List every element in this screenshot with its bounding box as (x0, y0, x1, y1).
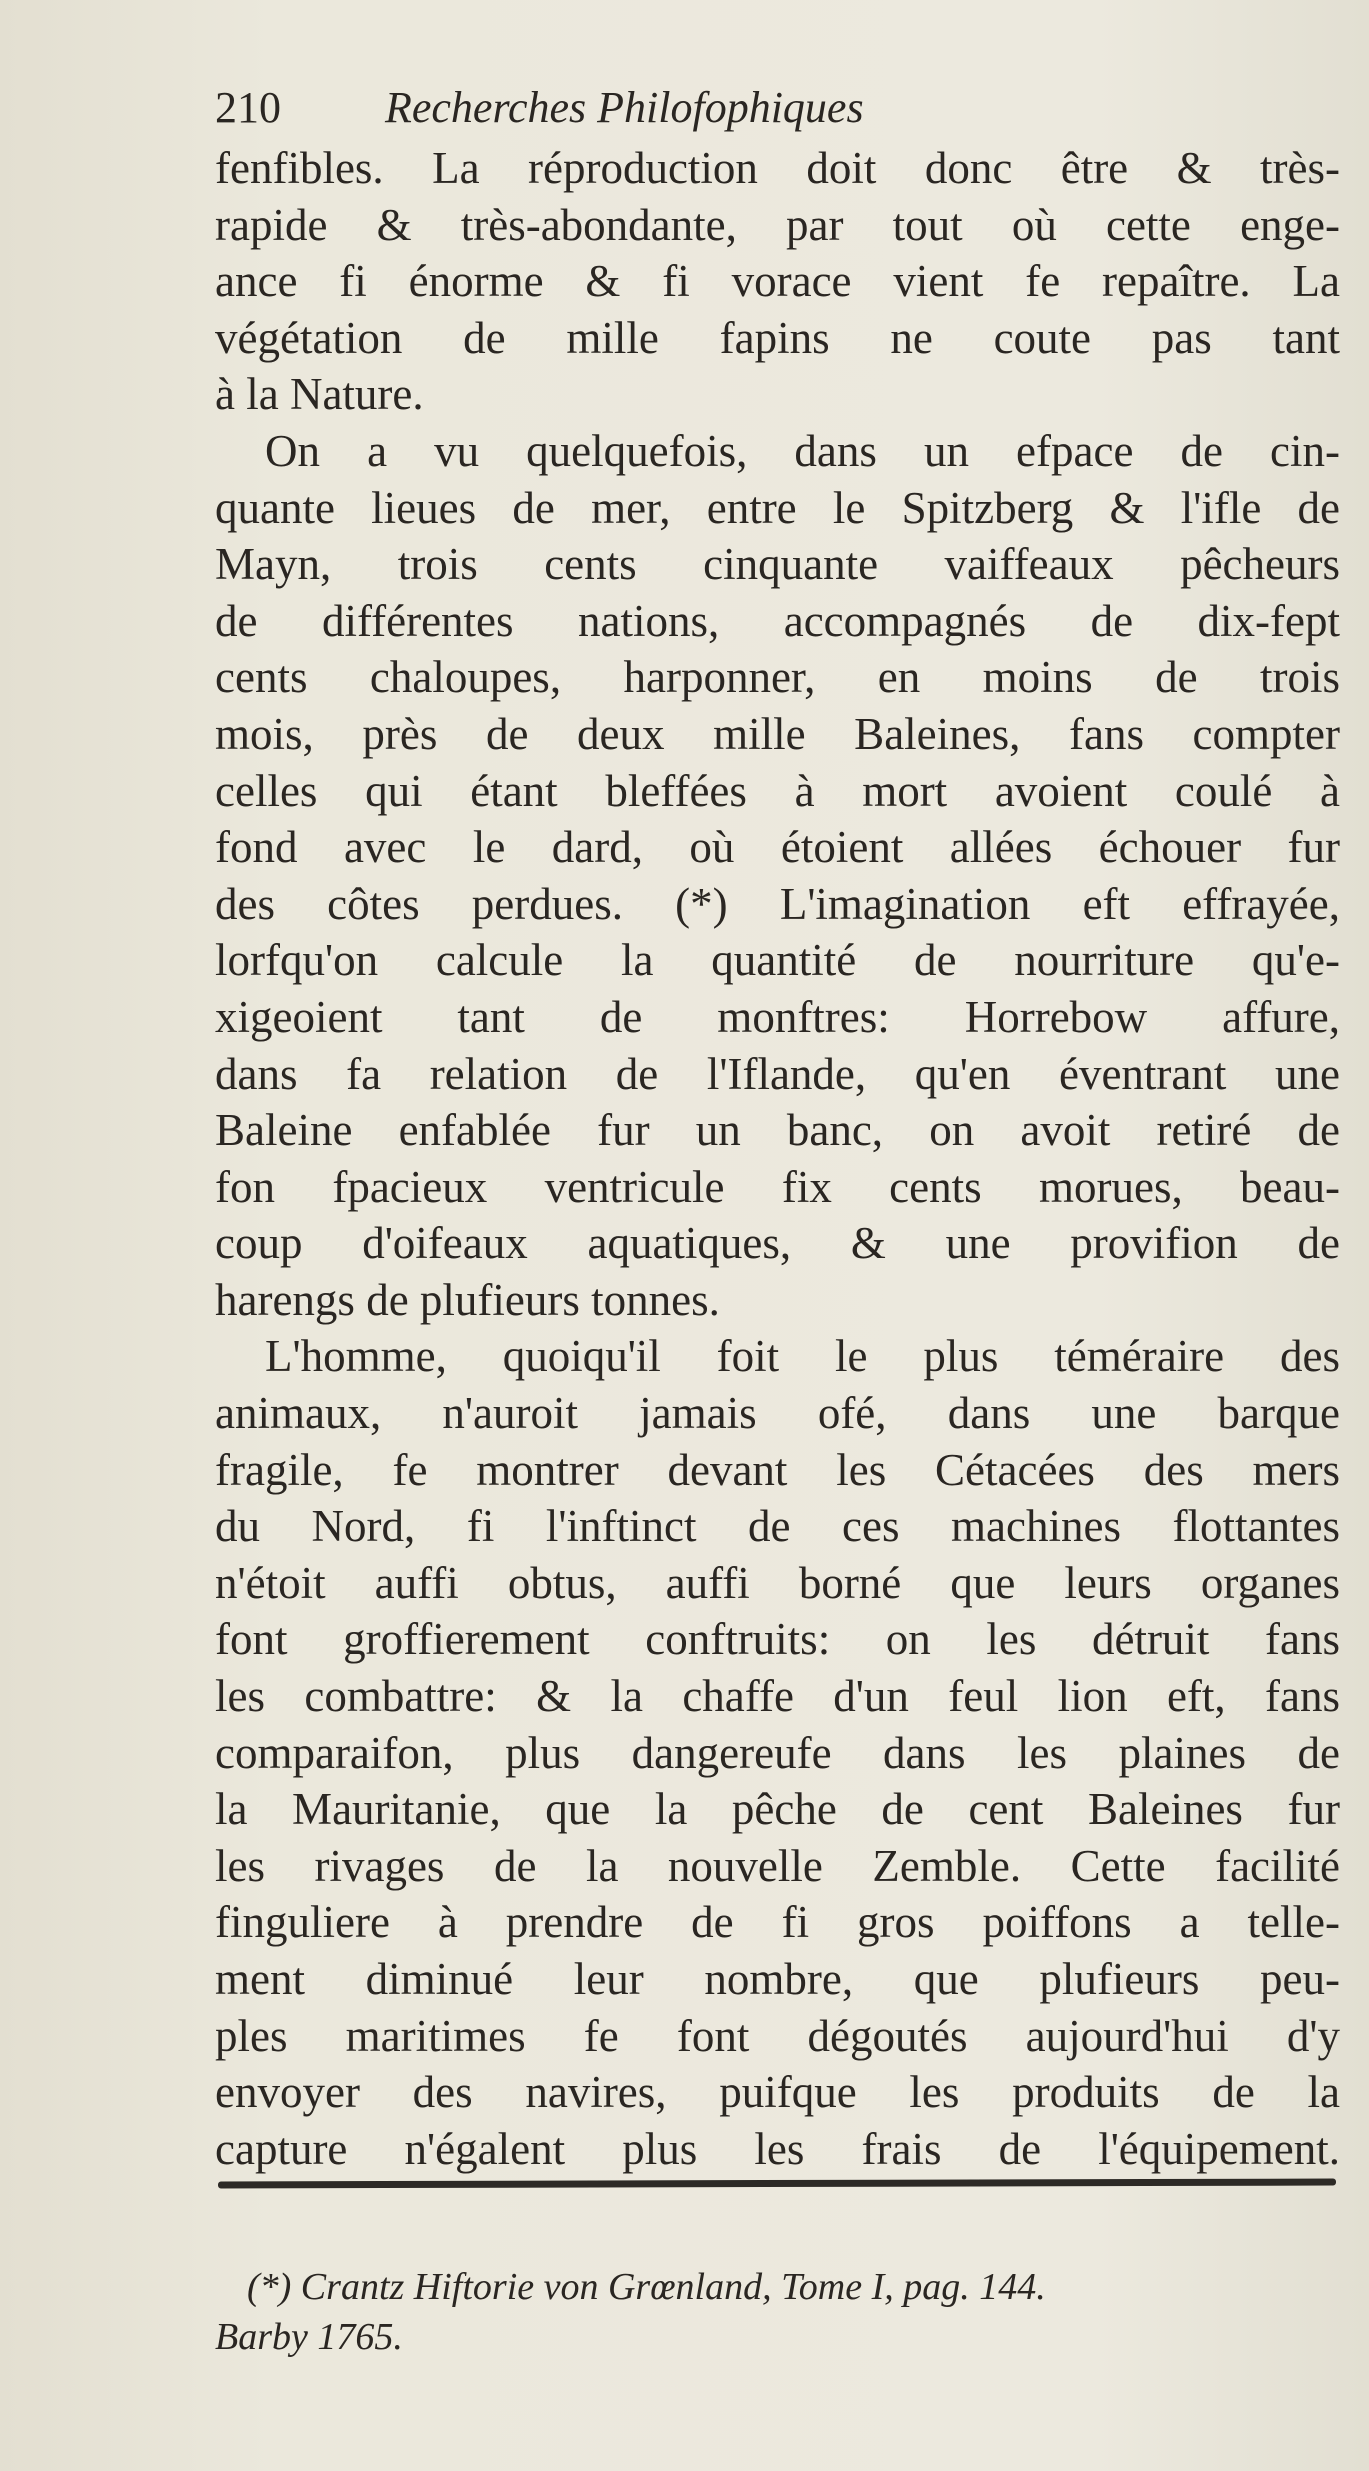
text-line: coup d'oifeaux aquatiques, & une provifion de (215, 1218, 1340, 1269)
text-line: les combattre: & la chaffe d'un feul lion eft, fans (215, 1671, 1340, 1722)
text-line: harengs de plufieurs tonnes. (215, 1274, 720, 1325)
footnote (215, 2262, 1340, 2362)
text-line: xigeoient tant de monftres: Horrebow affure, (215, 991, 1340, 1042)
text-line: cents chaloupes, harponner, en moins de trois (215, 652, 1340, 703)
text-line: comparaifon, plus dangereufe dans les plaines de (215, 1727, 1340, 1778)
text-line: de différentes nations, accompagnés de dix-fept (215, 595, 1340, 646)
text-line: des côtes perdues. (*) L'imagination eft effrayée, (215, 878, 1340, 929)
text-line: mois, près de deux mille Baleines, fans compter (215, 708, 1340, 759)
text-line: capture n'égalent plus les frais de l'équipement. (215, 2123, 1340, 2174)
text-line: celles qui étant bleffées à mort avoient coulé à (215, 765, 1340, 816)
page-number: 210 (215, 83, 281, 132)
text-line: quante lieues de mer, entre le Spitzberg & l'ifle de (215, 482, 1340, 533)
text-line: font groffierement conftruits: on les détruit fans (215, 1614, 1340, 1665)
footnote-line: (*) Crantz Hiftorie von Grœnland, Tome I, pag. 144. (247, 2266, 1046, 2308)
text-line: ance fi énorme & fi vorace vient fe repaître. La (215, 256, 1340, 307)
text-line: finguliere à prendre de fi gros poiffons a telle- (215, 1897, 1340, 1948)
text-line: fenfibles. La réproduction doit donc être & très- (215, 143, 1340, 193)
page-header (215, 82, 1335, 138)
text-line: dans fa relation de l'Iflande, qu'en éventrant une (215, 1048, 1340, 1099)
body-text (215, 140, 1340, 2177)
text-line: du Nord, fi l'inftinct de ces machines flottantes (215, 1501, 1340, 1552)
text-line: L'homme, quoiqu'il foit le plus téméraire des (265, 1331, 1340, 1382)
text-line: fon fpacieux ventricule fix cents morues, beau- (215, 1161, 1340, 1212)
text-line: les rivages de la nouvelle Zemble. Cette facilité (215, 1840, 1340, 1891)
text-line: ment diminué leur nombre, que plufieurs peu- (215, 1954, 1340, 2004)
text-line: à la Nature. (215, 369, 424, 420)
text-line: ples maritimes fe font dégoutés aujourd'hui d'y (215, 2010, 1340, 2061)
text-line: animaux, n'auroit jamais ofé, dans une barque (215, 1388, 1340, 1439)
text-line: lorfqu'on calcule la quantité de nourriture qu'e- (215, 935, 1340, 986)
text-line: Mayn, trois cents cinquante vaiffeaux pêcheurs (215, 539, 1340, 590)
text-line: n'étoit auffi obtus, auffi borné que leurs organes (215, 1557, 1340, 1608)
text-line: rapide & très-abondante, par tout où cette enge- (215, 199, 1340, 250)
text-line: envoyer des navires, puifque les produits de la (215, 2067, 1340, 2118)
text-line: fragile, fe montrer devant les Cétacées des mers (215, 1444, 1340, 1495)
text-line: fond avec le dard, où étoient allées échouer fur (215, 822, 1340, 873)
footnote-divider (218, 2179, 1336, 2189)
running-title: Recherches Philofophiques (385, 83, 864, 132)
text-line: la Mauritanie, que la pêche de cent Baleines fur (215, 1784, 1340, 1835)
text-line: On a vu quelquefois, dans un efpace de cin- (265, 425, 1340, 476)
footnote-line: Barby 1765. (215, 2316, 403, 2358)
text-line: végétation de mille fapins ne coute pas tant (215, 312, 1340, 363)
text-line: Baleine enfablée fur un banc, on avoit retiré de (215, 1105, 1340, 1156)
